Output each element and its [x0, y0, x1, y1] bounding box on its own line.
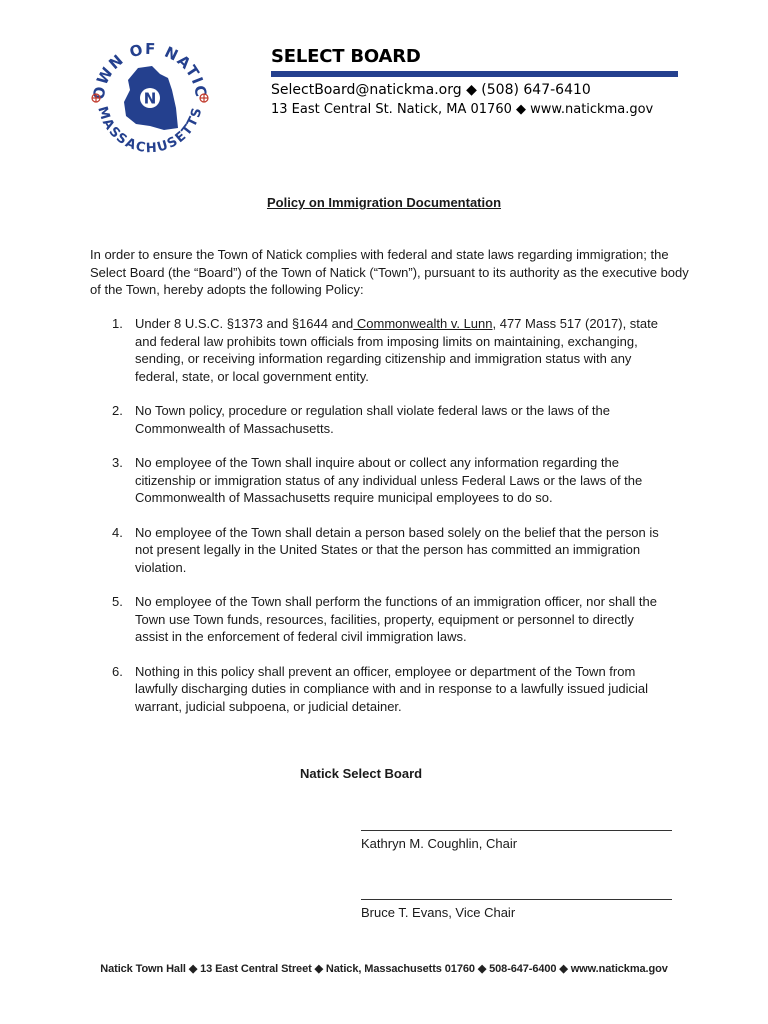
item-text: No employee of the Town shall perform the functions of an immigration officer, nor shall the Town use Town funds, resources, facilities, property, equipment or personnel to directly assist in the enforcement of federal civil immigration laws. — [135, 594, 657, 644]
item-text: No employee of the Town shall inquire about or collect any information regarding the citizenship or immigration status of any individual unless Federal Laws or the laws of the Commonwealth of Massachusetts require municipal employees to do so. — [135, 455, 643, 505]
item-text: No Town policy, procedure or regulation shall violate federal laws or the laws of the Commonwealth of Massachusetts. — [135, 403, 610, 436]
policy-item-5 — [90, 593, 670, 646]
document-title: Policy on Immigration Documentation — [266, 195, 502, 210]
footer-contact: Natick Town Hall ◆ 13 East Central Street ◆ Natick, Massachusetts 01760 ◆ 508-647-6400 ◆ www.natickma.gov — [100, 963, 668, 975]
signer-name-vice-chair: Bruce T. Evans, Vice Chair — [361, 905, 516, 920]
office-address: 13 East Central St. Natick, MA 01760 — [271, 102, 512, 117]
website-link[interactable]: www.natickma.gov — [530, 102, 654, 117]
intro-paragraph: In order to ensure the Town of Natick complies with federal and state laws regarding immigration; the Select Board (the “Board”) of the Town of Natick (“Town”), pursuant to its authority as the executive body of the Town, hereby adopts the following Policy: — [90, 247, 689, 297]
policy-item-3 — [90, 454, 670, 507]
separator-diamond-icon: ◆ — [466, 82, 477, 98]
letterhead — [271, 46, 678, 117]
phone-number: (508) 647-6410 — [481, 82, 591, 98]
contact-line-email-phone — [271, 82, 678, 98]
item-number: 2. — [112, 403, 123, 418]
policy-item-1 — [90, 315, 670, 385]
board-title: SELECT BOARD — [271, 46, 421, 67]
header-rule — [271, 71, 678, 77]
separator-diamond-icon: ◆ — [516, 102, 527, 117]
policy-list — [90, 315, 670, 732]
item-number: 6. — [112, 663, 123, 679]
contact-line-address-web — [271, 102, 678, 117]
policy-item-4 — [90, 524, 670, 577]
seal-center-letter: N — [143, 89, 157, 108]
seal-bottom-text: MASSACHUSETTS — [94, 104, 206, 157]
town-seal-graphic — [80, 30, 220, 170]
signature-line-vice-chair — [361, 899, 672, 900]
item-text: Nothing in this policy shall prevent an officer, employee or department of the Town from lawfully discharging duties in compliance with and in response to a lawfully issued judicial warrant, judicial subpoena, or judicial detainer. — [135, 663, 649, 714]
policy-item-2 — [90, 402, 670, 437]
seal-left-ornament — [92, 94, 100, 102]
item-number: 4. — [112, 524, 123, 540]
policy-item-6 — [90, 663, 670, 716]
item-number: 1. — [112, 316, 123, 331]
signatures-heading: Natick Select Board — [300, 766, 423, 781]
item-number: 3. — [112, 455, 123, 470]
seal-right-ornament — [200, 94, 208, 102]
item-number: 5. — [112, 594, 123, 609]
town-seal-logo — [80, 30, 220, 170]
item-text-after: , 477 Mass 517 (2017), state and federal law prohibits town officials from imposing limits on maintaining, exchanging, sending, or receiving information regarding citizenship and immigration status with any federal, state, or local government entity. — [135, 316, 658, 384]
case-citation: Commonwealth v. Lunn — [353, 316, 493, 331]
item-text: No employee of the Town shall detain a person based solely on the belief that the person is not present legally in the United States or that the person has committed an immigration violation. — [135, 524, 659, 575]
signature-line-chair — [361, 830, 672, 831]
signer-name-chair: Kathryn M. Coughlin, Chair — [361, 836, 518, 851]
item-text-before: Under 8 U.S.C. §1373 and §1644 and — [135, 316, 354, 331]
seal-top-text: OWN OF NATIC — [89, 39, 211, 101]
email-link[interactable]: SelectBoard@natickma.org — [271, 82, 462, 98]
